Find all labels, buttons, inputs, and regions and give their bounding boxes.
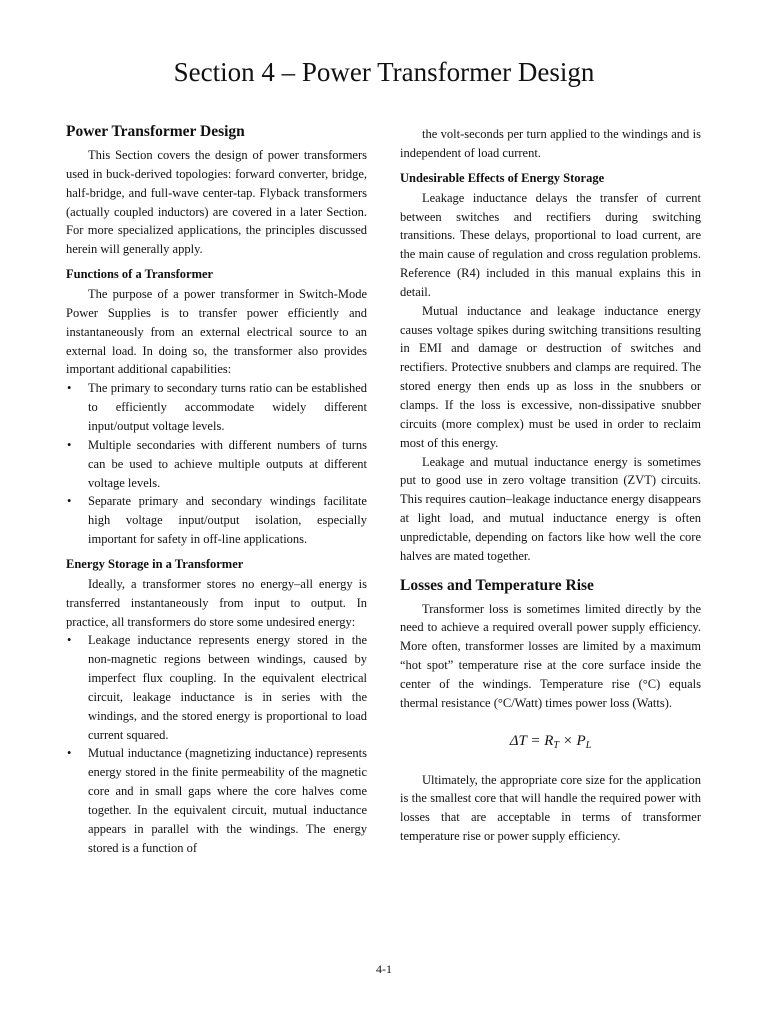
- formula-subscript-l: L: [585, 739, 592, 751]
- list-item: • The primary to secondary turns ratio can be established to efficiently accommodate widely different input/output voltage levels.: [66, 379, 367, 436]
- closing-paragraph: Ultimately, the appropriate core size for the application is the smallest core that will handle the required power with losses that are acceptable in terms of transformer temperature rise or power supply efficiency.: [400, 772, 701, 844]
- undesirable-paragraph: Leakage and mutual inductance energy is sometimes put to good use in zero voltage transition (ZVT) circuits. This requires caution–leakage inductance energy disappears at light load, and mutual inductance energy is often unpredictable, depending on factors like how well the core halves are mated together.: [400, 454, 701, 563]
- intro-paragraph: This Section covers the design of power transformers used in buck-derived topologies: forward converter, bridge, half-bridge, and full-wave center-tap. Flyback transformers (actually coupled inductors) are covered in a later Section. For more specialized applications, the principles discussed herein will generally apply.: [66, 148, 367, 257]
- functions-heading: Functions of a Transformer: [66, 267, 214, 282]
- list-item: • Multiple secondaries with different numbers of turns can be used to achieve multiple outputs at different voltage levels.: [66, 436, 367, 493]
- energy-storage-list: [66, 631, 367, 857]
- undesirable-paragraph: Leakage inductance delays the transfer of current between switches and rectifiers during switching transitions. These delays, proportional to load current, are the main cause of regulation and cross regulation problems. Reference (R4) included in this manual explains this in detail.: [400, 190, 701, 299]
- temperature-rise-formula: [400, 730, 701, 757]
- list-item: • Leakage inductance represents energy stored in the non-magnetic regions between windings, caused by imperfect flux coupling. In the equivalent electrical circuit, leakage inductance is in series with the windings, and the stored energy is proportional to load current squared.: [66, 631, 367, 744]
- functions-list: [66, 379, 367, 549]
- energy-storage-paragraph: Ideally, a transformer stores no energy–all energy is transferred instantaneously from input to output. In practice, all transformers do store some undesired energy:: [66, 576, 367, 629]
- page-number: 4-1: [376, 962, 392, 976]
- section-heading: Power Transformer Design: [66, 123, 245, 140]
- list-item: • Mutual inductance (magnetizing inductance) represents energy stored in the finite permeability of the magnetic core and in small gaps where the core halves come together. In the equivalent circuit, mutual inductance appears in parallel with the windings. The energy stored is a function of: [66, 744, 367, 857]
- formula-subscript-t: T: [553, 739, 559, 751]
- losses-paragraph: Transformer loss is sometimes limited directly by the need to achieve a required overall power supply efficiency. More often, transformer losses are limited by a maximum “hot spot” temperature rise at the core surface inside the center of the windings. Temperature rise (°C) equals thermal resistance (°C/Watt) times power loss (Watts).: [400, 601, 701, 710]
- right-column: [400, 122, 701, 846]
- formula-operator: × P: [558, 732, 586, 749]
- functions-paragraph: The purpose of a power transformer in Switch-Mode Power Supplies is to transfer power efficiently and instantaneously from an external electrical source to an external load. In doing so, the transformer also provides important additional capabilities:: [66, 287, 367, 377]
- list-item: • Separate primary and secondary windings facilitate high voltage input/output isolation, especially important for safety in off-line applications.: [66, 492, 367, 549]
- left-column: [66, 122, 367, 858]
- losses-heading: Losses and Temperature Rise: [400, 576, 594, 594]
- page-title: Section 4 – Power Transformer Design: [173, 57, 595, 87]
- formula-lhs: ΔT = R: [509, 732, 554, 749]
- energy-storage-heading: Energy Storage in a Transformer: [66, 556, 244, 571]
- undesirable-heading: Undesirable Effects of Energy Storage: [400, 170, 605, 185]
- undesirable-paragraph: Mutual inductance and leakage inductance energy causes voltage spikes during switching transitions resulting in EMI and damage or destruction of switches and rectifiers. Protective snubbers and clamps are required. The stored energy then ends up as loss in the snubbers or clamps. If the loss is excessive, non-dissipative snubber circuits (more complex) must be used in order to reclaim most of this energy.: [400, 303, 701, 450]
- continuation-paragraph: the volt-seconds per turn applied to the windings and is independent of load current.: [400, 127, 701, 160]
